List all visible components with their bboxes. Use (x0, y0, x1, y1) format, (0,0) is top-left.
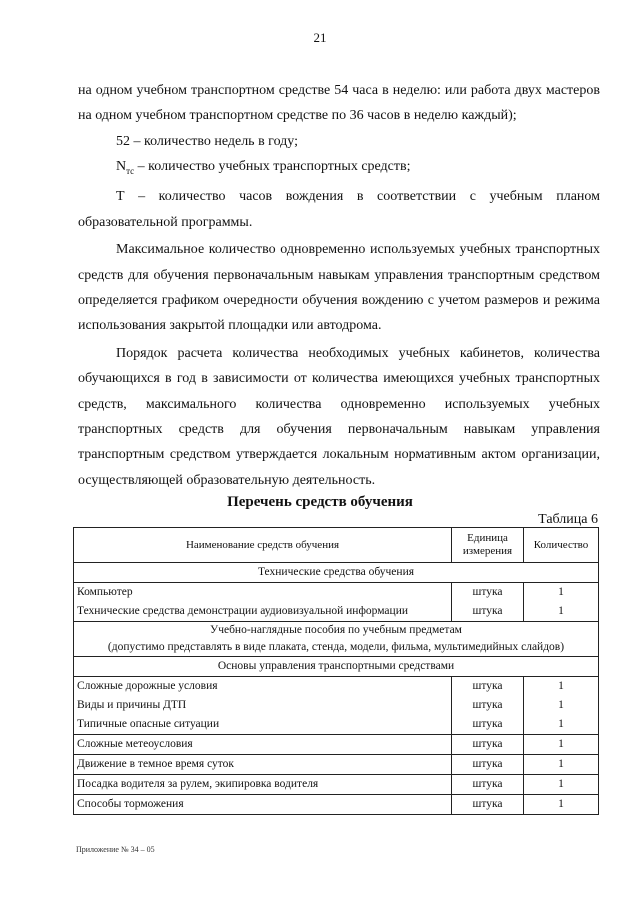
paragraph-procedure: Порядок расчета количества необходимых учебных кабинетов, количества обучающихся в год в зависимости от количества имеющихся учебных транспортных средств, максимального количества одновременно используемых учебных транспортных средств для обучения первоначальным навыкам управления транспортным средством утверждается локальным нормативным актом организации, осуществляющей образовательную деятельность. (78, 345, 600, 488)
table-row (74, 775, 599, 795)
paragraph-max-vehicles: Максимальное количество одновременно используемых учебных транспортных средств для обучения первоначальным навыкам управления транспортным средством определяется графиком очередности обучения вождению с учетом размеров и режима использования закрытой площадки или автодрома. (78, 242, 600, 334)
row-unit: штука (452, 795, 524, 815)
row-qty: 1 (524, 775, 599, 795)
row-name: Посадка водителя за рулем, экипировка водителя (74, 775, 452, 795)
row-qty: 1 (524, 795, 599, 815)
table-header-row (74, 528, 599, 563)
row-qty: 1 (524, 696, 599, 715)
row-unit: штука (452, 696, 524, 715)
row-name: Сложные метеоусловия (74, 735, 452, 755)
row-qty: 1 (524, 735, 599, 755)
row-name: Способы торможения (74, 795, 452, 815)
row-unit: штука (452, 715, 524, 735)
section-title: Технические средства обучения (74, 563, 599, 583)
row-name: Сложные дорожные условия (74, 677, 452, 697)
row-unit: штука (452, 735, 524, 755)
row-qty: 1 (524, 715, 599, 735)
row-name: Типичные опасные ситуации (74, 715, 452, 735)
header-name: Наименование средств обучения (74, 528, 452, 563)
row-unit: штука (452, 755, 524, 775)
row-name: Технические средства демонстрации аудиовизуальной информации (74, 602, 452, 622)
paragraph-continuation: на одном учебном транспортном средстве 54 часа в неделю: или работа двух мастеров на одном учебном транспортном средстве по 36 часов в неделю каждый); (78, 83, 600, 124)
header-qty: Количество (524, 528, 599, 563)
body-text (78, 78, 600, 493)
row-name: Виды и причины ДТП (74, 696, 452, 715)
page-number: 21 (313, 30, 327, 45)
row-unit: штука (452, 602, 524, 622)
row-unit: штука (452, 775, 524, 795)
section-title: Учебно-наглядные пособия по учебным предметам (210, 624, 462, 636)
table-row (74, 677, 599, 697)
variable-n: N (116, 159, 127, 175)
variable-n-subscript: тс (126, 166, 135, 177)
table-row (74, 795, 599, 815)
table-row (74, 755, 599, 775)
section-title: Основы управления транспортными средствами (74, 657, 599, 677)
variable-n-description: – количество учебных транспортных средств; (134, 159, 411, 175)
row-qty: 1 (524, 755, 599, 775)
row-name: Компьютер (74, 583, 452, 603)
table-row (74, 715, 599, 735)
equipment-table (73, 527, 599, 815)
table-title: Перечень средств обучения (227, 494, 413, 510)
section-row (74, 657, 599, 677)
row-unit: штука (452, 583, 524, 603)
row-qty: 1 (524, 677, 599, 697)
row-unit: штука (452, 677, 524, 697)
table-row (74, 602, 599, 622)
section-title-visual-aids (74, 622, 599, 657)
row-qty: 1 (524, 602, 599, 622)
table-row (74, 735, 599, 755)
page-footer: Приложение № 34 – 05 (76, 845, 155, 854)
section-subtitle: (допустимо представлять в виде плаката, стенда, модели, фильма, мультимедийных слайдов) (107, 641, 565, 653)
paragraph-vehicles (78, 154, 600, 184)
paragraph-weeks: 52 – количество недель в году; (116, 133, 298, 149)
table-row (74, 583, 599, 603)
section-row (74, 563, 599, 583)
table-row (74, 696, 599, 715)
header-unit: Единица измерения (452, 528, 524, 563)
section-row (74, 622, 599, 657)
paragraph-hours: Т – количество часов вождения в соответствии с учебным планом образовательной программы. (78, 189, 600, 230)
table-label: Таблица 6 (538, 512, 598, 527)
row-qty: 1 (524, 583, 599, 603)
row-name: Движение в темное время суток (74, 755, 452, 775)
